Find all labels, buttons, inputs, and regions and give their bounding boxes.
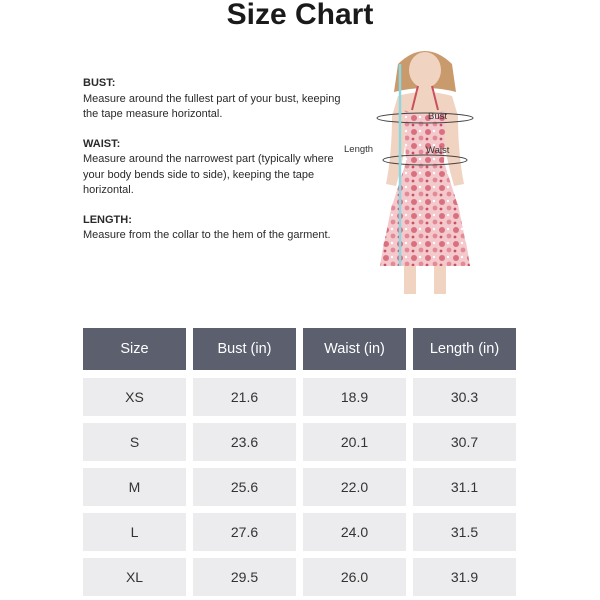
bust-cell: 27.6 <box>193 513 296 551</box>
size-cell: XS <box>83 378 186 416</box>
length-heading: LENGTH: <box>83 213 132 226</box>
table-row <box>83 558 517 596</box>
bust-heading: BUST: <box>83 77 116 89</box>
length-instruction <box>83 213 343 244</box>
bust-instruction <box>83 76 343 123</box>
waist-label: Waist <box>426 145 450 156</box>
dress-measurement-figure <box>340 44 510 294</box>
bust-text: Measure around the fullest part of your bust, keeping the tape measure horizontal. <box>83 92 341 120</box>
table-row <box>83 468 517 506</box>
bust-cell: 25.6 <box>193 468 296 506</box>
length-cell: 31.5 <box>413 513 516 551</box>
length-cell: 31.1 <box>413 468 516 506</box>
waist-cell: 18.9 <box>303 378 406 416</box>
waist-cell: 20.1 <box>303 423 406 461</box>
waist-text: Measure around the narrowest part (typically where your body bends side to side), keeping the tape horizontal. <box>83 153 334 196</box>
header-bust: Bust (in) <box>193 328 296 370</box>
header-waist: Waist (in) <box>303 328 406 370</box>
header-size: Size <box>83 328 186 370</box>
bust-cell: 23.6 <box>193 423 296 461</box>
size-cell: M <box>83 468 186 506</box>
table-row <box>83 378 517 416</box>
length-cell: 31.9 <box>413 558 516 596</box>
length-label: Length <box>344 144 374 155</box>
header-length: Length (in) <box>413 328 516 370</box>
table-row <box>83 423 517 461</box>
size-cell: S <box>83 423 186 461</box>
table-row <box>83 513 517 551</box>
length-cell: 30.7 <box>413 423 516 461</box>
length-cell: 30.3 <box>413 378 516 416</box>
measurement-instructions <box>83 76 343 258</box>
waist-cell: 26.0 <box>303 558 406 596</box>
page-title: Size Chart <box>226 0 374 31</box>
bust-cell: 29.5 <box>193 558 296 596</box>
length-text: Measure from the collar to the hem of the garment. <box>83 229 331 241</box>
waist-cell: 24.0 <box>303 513 406 551</box>
waist-cell: 22.0 <box>303 468 406 506</box>
bust-cell: 21.6 <box>193 378 296 416</box>
size-cell: L <box>83 513 186 551</box>
waist-instruction <box>83 137 343 199</box>
size-cell: XL <box>83 558 186 596</box>
table-header-row <box>83 328 517 370</box>
size-table <box>83 328 517 600</box>
dress-illustration <box>340 44 510 294</box>
bust-label: Bust <box>428 111 448 122</box>
waist-heading: WAIST: <box>83 137 121 150</box>
